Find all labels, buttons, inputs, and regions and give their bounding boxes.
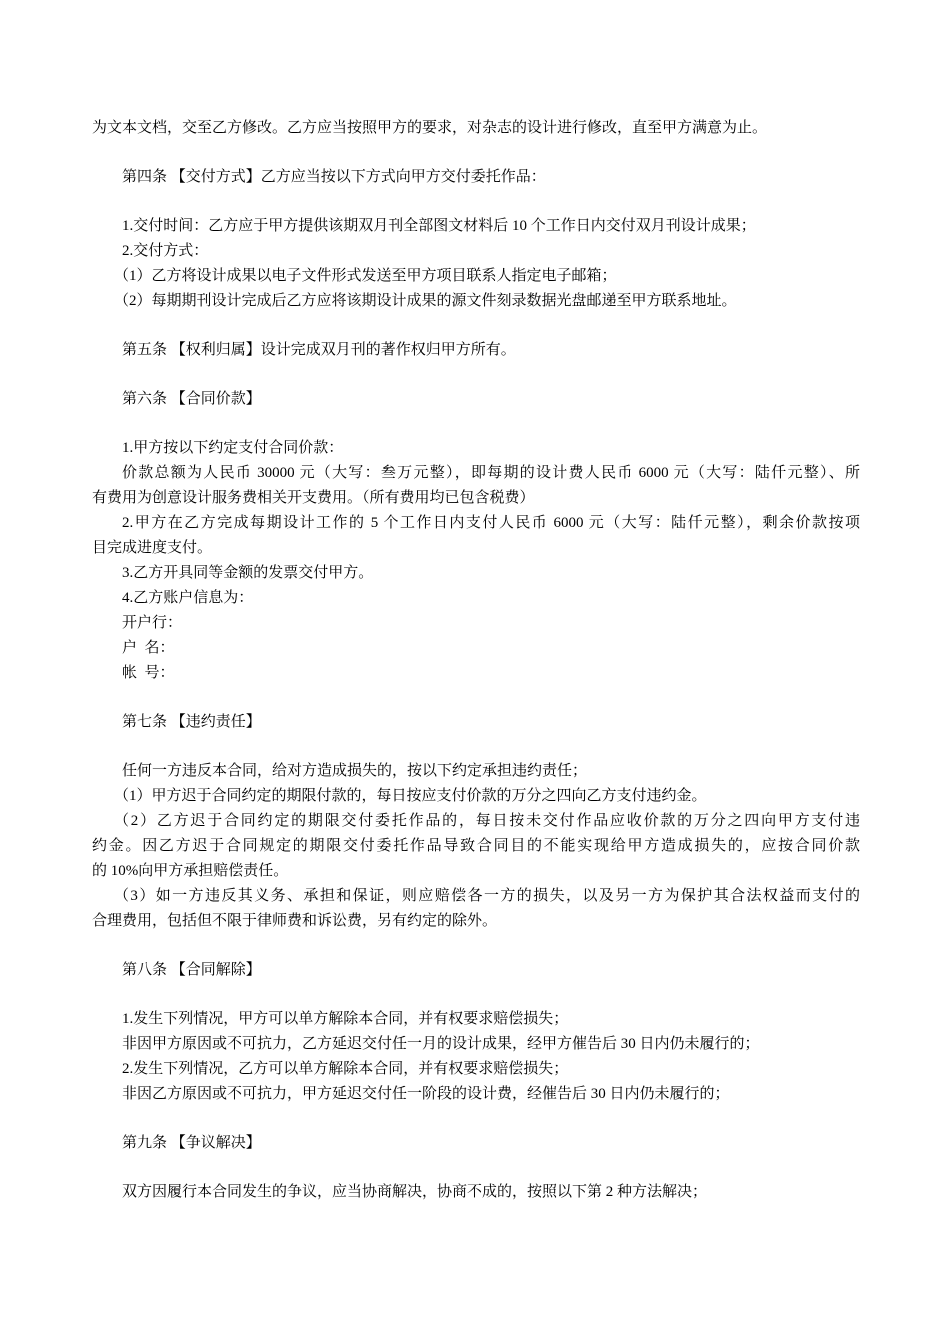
paragraph-line: 3.乙方开具同等金额的发票交付甲方。 xyxy=(122,565,374,581)
article-5-heading: 第五条 【权利归属】设计完成双月刊的著作权归甲方所有。 xyxy=(122,342,516,358)
document-page xyxy=(92,116,860,1205)
paragraph-line: 2.甲方在乙方完成每期设计工作的 5 个工作日内支付人民币 6000 元（大写：陆仟元整），剩余价款按项 xyxy=(122,515,860,531)
paragraph-line: （1）甲方迟于合同约定的期限付款的，每日按应支付价款的万分之四向乙方支付违约金。 xyxy=(114,788,707,804)
paragraph-line: （2）每期期刊设计完成后乙方应将该期设计成果的源文件刻录数据光盘邮递至甲方联系地址。 xyxy=(114,293,737,309)
paragraph-gap xyxy=(92,314,860,338)
paragraph-line: 约金。因乙方迟于合同规定的期限交付委托作品导致合同目的不能实现给甲方造成损失的，应按合同价款 xyxy=(92,838,860,854)
paragraph-gap xyxy=(92,1156,860,1180)
paragraph-line: 1.甲方按以下约定支付合同价款： xyxy=(122,440,344,456)
paragraph-gap xyxy=(92,934,860,958)
paragraph-gap xyxy=(92,983,860,1007)
paragraph-line: 非因乙方原因或不可抗力，甲方延迟交付任一阶段的设计费，经催告后 30 日内仍未履行的； xyxy=(122,1086,730,1102)
paragraph-line: 2.交付方式： xyxy=(122,243,209,259)
paragraph-gap xyxy=(92,1107,860,1131)
paragraph-gap xyxy=(92,735,860,759)
article-7-heading: 第七条 【违约责任】 xyxy=(122,714,261,730)
paragraph-line: 1.发生下列情况，甲方可以单方解除本合同，并有权要求赔偿损失； xyxy=(122,1011,569,1027)
paragraph-line: 目完成进度支付。 xyxy=(92,540,213,556)
account-name-label: 户 名： xyxy=(122,640,175,656)
paragraph-gap xyxy=(92,190,860,214)
paragraph-line: 非因甲方原因或不可抗力，乙方延迟交付任一月的设计成果，经甲方催告后 30 日内仍未履行的； xyxy=(122,1036,760,1052)
paragraph-line: 合理费用，包括但不限于律师费和诉讼费，另有约定的除外。 xyxy=(92,913,498,929)
paragraph-line: 的 10%向甲方承担赔偿责任。 xyxy=(92,863,289,879)
paragraph-line: 有费用为创意设计服务费相关开支费用。（所有费用均已包含税费） xyxy=(92,490,535,506)
paragraph-line: 为文本文档，交至乙方修改。乙方应当按照甲方的要求，对杂志的设计进行修改，直至甲方满意为止。 xyxy=(92,120,768,136)
paragraph-gap xyxy=(92,141,860,165)
account-number-label: 帐 号： xyxy=(122,665,175,681)
article-4-heading: 第四条 【交付方式】乙方应当按以下方式向甲方交付委托作品： xyxy=(122,169,546,185)
paragraph-line: （1）乙方将设计成果以电子文件形式发送至甲方项目联系人指定电子邮箱； xyxy=(114,268,617,284)
paragraph-line: 2.发生下列情况，乙方可以单方解除本合同，并有权要求赔偿损失； xyxy=(122,1061,569,1077)
paragraph-line: （3）如一方违反其义务、承担和保证，则应赔偿各一方的损失，以及另一方为保护其合法权益而支付的 xyxy=(114,888,860,904)
paragraph-gap xyxy=(92,686,860,710)
article-9-heading: 第九条 【争议解决】 xyxy=(122,1135,261,1151)
bank-name-label: 开户行： xyxy=(122,615,183,631)
paragraph-line: 价款总额为人民币 30000 元（大写：叁万元整），即每期的设计费人民币 6000 元（大写：陆仟元整）、所 xyxy=(122,465,860,481)
paragraph-line: （2）乙方迟于合同约定的期限交付委托作品的，每日按未交付作品应收价款的万分之四向甲方支付违 xyxy=(114,813,860,829)
paragraph-gap xyxy=(92,363,860,387)
paragraph-line: 双方因履行本合同发生的争议，应当协商解决，协商不成的，按照以下第 2 种方法解决； xyxy=(122,1184,708,1200)
paragraph-line: 任何一方违反本合同，给对方造成损失的，按以下约定承担违约责任； xyxy=(122,763,588,779)
article-8-heading: 第八条 【合同解除】 xyxy=(122,962,261,978)
paragraph-gap xyxy=(92,412,860,436)
article-6-heading: 第六条 【合同价款】 xyxy=(122,391,261,407)
paragraph-line: 1.交付时间：乙方应于甲方提供该期双月刊全部图文材料后 10 个工作日内交付双月刊设计成果； xyxy=(122,218,756,234)
paragraph-line: 4.乙方账户信息为： xyxy=(122,590,254,606)
